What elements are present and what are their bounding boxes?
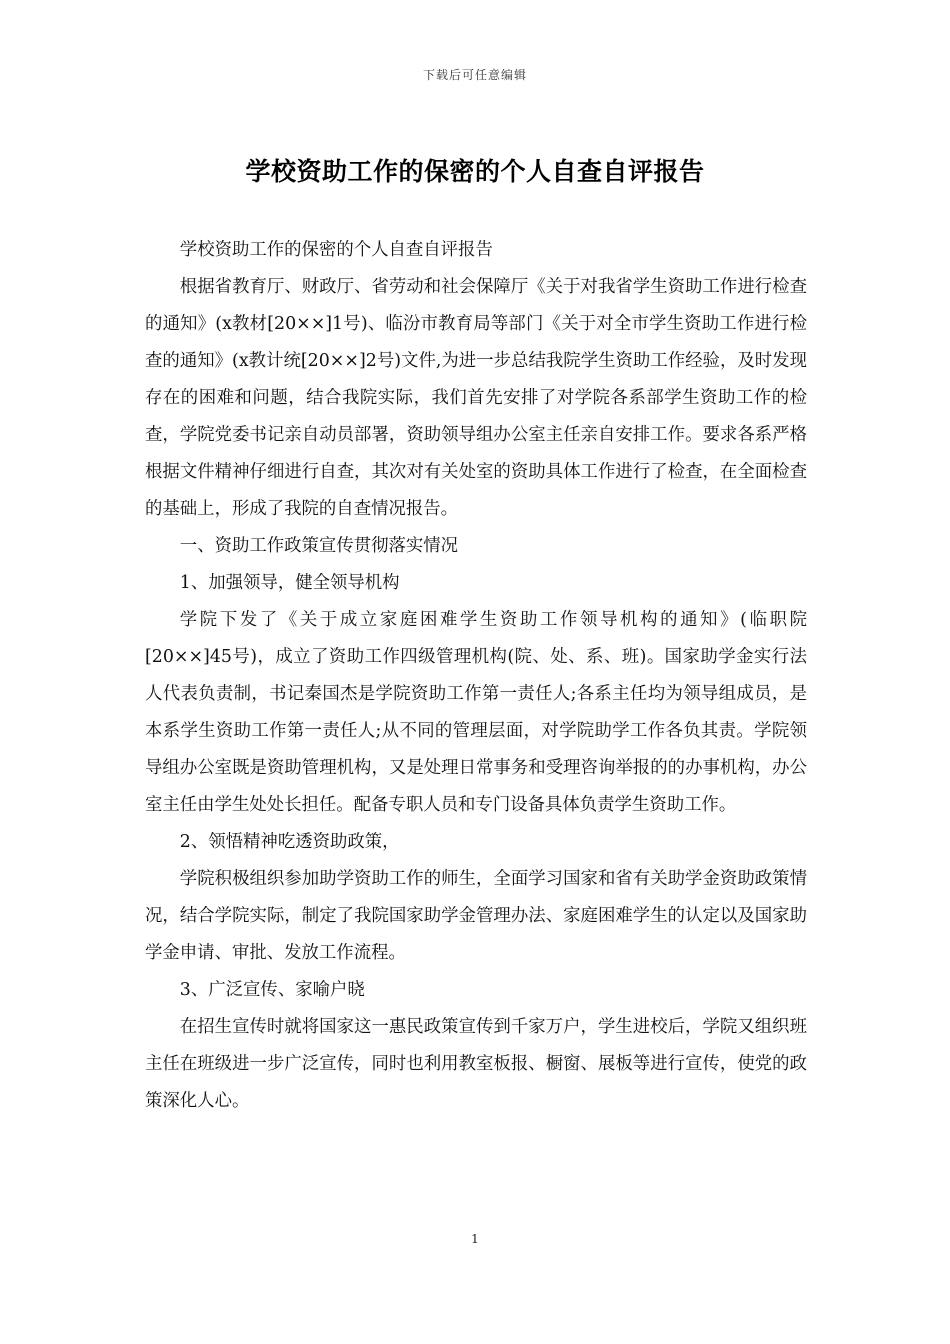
paragraph-leadership: 学院下发了《关于成立家庭困难学生资助工作领导机构的通知》(临职院[20××]45号)，成立了资助工作四级管理机构(院、处、系、班)。国家助学金实行法人代表负责制，书记秦国杰是学院资助工作第一责任人;各系主任均为领导组成员，是本系学生资助工作第一责任人;从不同的管理层面，对学院助学工作各负其责。学院领导组办公室既是资助管理机构，又是处理日常事务和受理咨询举报的的办事机构，办公室主任由学生处处长担任。配备专职人员和专门设备具体负责学生资助工作。: [145, 610, 807, 815]
subsection-heading-3: 3、广泛宣传、家喻户晓: [179, 980, 365, 1000]
page-header-note: 下载后可任意编辑: [422, 68, 527, 82]
section-heading-1: 一、资助工作政策宣传贯彻落实情况: [179, 536, 459, 556]
page-number: 1: [471, 1232, 479, 1246]
subsection-heading-2: 2、领悟精神吃透资助政策，: [179, 832, 400, 852]
paragraph-intro: 根据省教育厅、财政厅、省劳动和社会保障厅《关于对我省学生资助工作进行检查的通知》(x教材[20××]1号)、临汾市教育局等部门《关于对全市学生资助工作进行检查的通知》(x教计统[20××]2号)文件,为进一步总结我院学生资助工作经验，及时发现存在的困难和问题，结合我院实际，我们首先安排了对学院各系部学生资助工作的检查，学院党委书记亲自动员部署，资助领导组办公室主任亲自安排工作。要求各系严格根据文件精神仔细进行自查，其次对有关处室的资助具体工作进行了检查，在全面检查的基础上，形成了我院的自查情况报告。: [145, 277, 807, 519]
subsection-heading-1: 1、加强领导，健全领导机构: [179, 573, 400, 593]
paragraph-subtitle: 学校资助工作的保密的个人自查自评报告: [179, 240, 493, 260]
paragraph-policy-study: 学院积极组织参加助学资助工作的师生，全面学习国家和省有关助学金资助政策情况，结合学院实际，制定了我院国家助学金管理办法、家庭困难学生的认定以及国家助学金申请、审批、发放工作流程。: [145, 869, 807, 963]
document-title: 学校资助工作的保密的个人自查自评报告: [245, 157, 705, 186]
document-body: [145, 232, 807, 1120]
paragraph-publicity: 在招生宣传时就将国家这一惠民政策宣传到千家万户，学生进校后，学院又组织班主任在班级进一步广泛宣传，同时也利用教室板报、橱窗、展板等进行宣传，使党的政策深化人心。: [145, 1017, 807, 1111]
